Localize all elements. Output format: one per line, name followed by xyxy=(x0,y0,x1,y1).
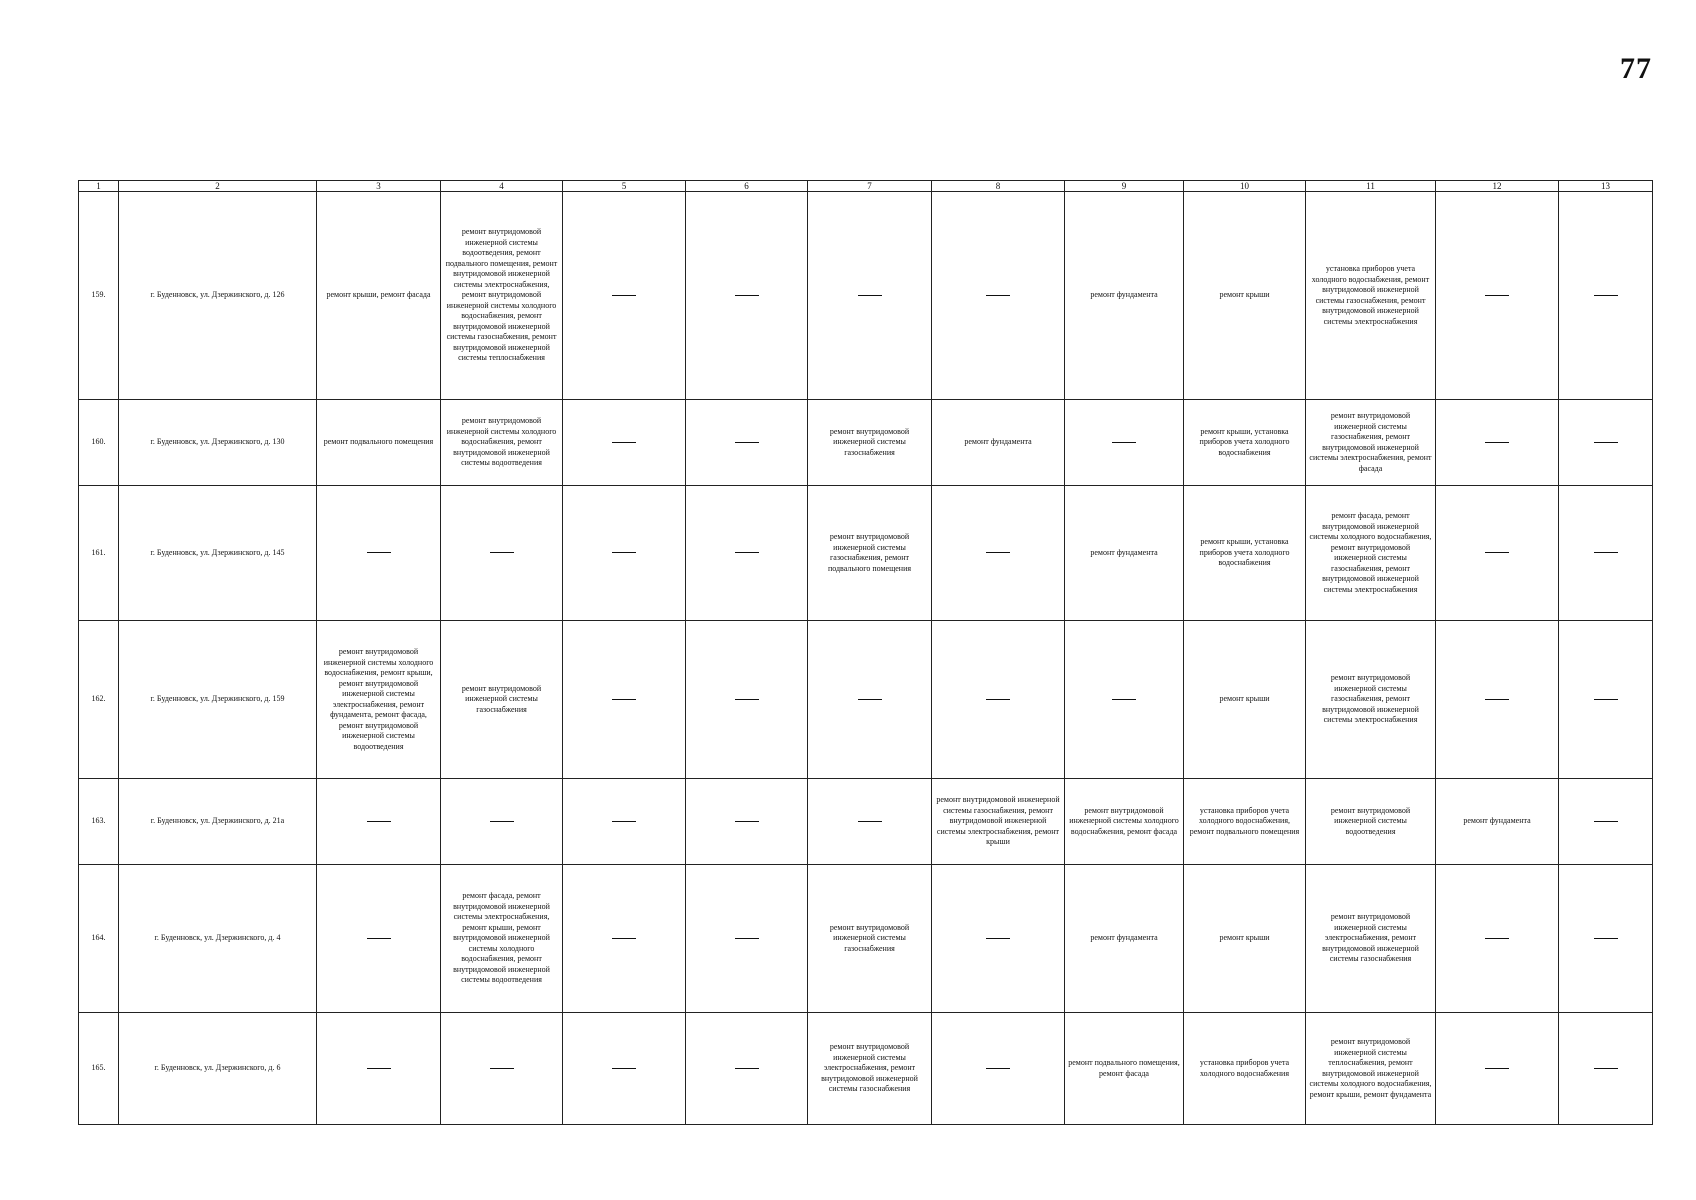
dash-mark xyxy=(1112,699,1136,700)
cell-col-10 xyxy=(1184,486,1306,621)
cell-col-8 xyxy=(932,400,1065,486)
work-description: ремонт крыши xyxy=(1219,290,1270,300)
cell-col-4 xyxy=(441,621,563,779)
column-header: 10 xyxy=(1184,181,1306,192)
dash-mark xyxy=(986,295,1010,296)
work-description: ремонт крыши xyxy=(1219,933,1270,943)
cell-col-3 xyxy=(317,1013,441,1125)
cell-col-10 xyxy=(1184,400,1306,486)
column-header: 1 xyxy=(79,181,119,192)
work-description: ремонт фундамента xyxy=(1463,816,1531,826)
work-description: ремонт внутридомовой инженерной системы холодного водоснабжения, ремонт фасада xyxy=(1069,805,1179,836)
table-row xyxy=(79,192,1653,400)
dash-mark xyxy=(1485,552,1509,553)
cell-col-3 xyxy=(317,486,441,621)
column-header: 2 xyxy=(119,181,317,192)
cell-col-4 xyxy=(441,400,563,486)
cell-col-11 xyxy=(1306,400,1436,486)
dash-mark xyxy=(1485,938,1509,939)
dash-mark xyxy=(612,552,636,553)
cell-col-3 xyxy=(317,192,441,400)
cell-col-7 xyxy=(808,1013,932,1125)
dash-mark xyxy=(858,821,882,822)
dash-mark xyxy=(367,552,391,553)
dash-mark xyxy=(367,1068,391,1069)
cell-col-9 xyxy=(1065,865,1184,1013)
column-header: 12 xyxy=(1436,181,1559,192)
dash-mark xyxy=(490,552,514,553)
cell-col-9 xyxy=(1065,1013,1184,1125)
row-address: г. Буденновск, ул. Дзержинского, д. 6 xyxy=(119,1013,317,1125)
cell-col-11 xyxy=(1306,1013,1436,1125)
cell-col-6 xyxy=(686,192,808,400)
cell-col-8 xyxy=(932,779,1065,865)
dash-mark xyxy=(612,1068,636,1069)
cell-col-12 xyxy=(1436,621,1559,779)
dash-mark xyxy=(858,699,882,700)
row-number: 163. xyxy=(79,779,119,865)
cell-col-4 xyxy=(441,1013,563,1125)
work-description: ремонт крыши, установка приборов учета холодного водоснабжения xyxy=(1199,537,1290,568)
cell-col-5 xyxy=(563,865,686,1013)
work-description: ремонт внутридомовой инженерной системы газоснабжения xyxy=(829,922,910,953)
dash-mark xyxy=(612,295,636,296)
dash-mark xyxy=(1485,442,1509,443)
cell-col-7 xyxy=(808,486,932,621)
table-row xyxy=(79,865,1653,1013)
work-description: ремонт подвального помещения xyxy=(323,437,434,447)
dash-mark xyxy=(986,552,1010,553)
dash-mark xyxy=(612,821,636,822)
cell-col-12 xyxy=(1436,192,1559,400)
column-header: 8 xyxy=(932,181,1065,192)
table-row xyxy=(79,400,1653,486)
cell-col-3 xyxy=(317,779,441,865)
page-number: 77 xyxy=(1620,52,1652,85)
work-description: ремонт внутридомовой инженерной системы газоснабжения, ремонт внутридомовой инженерной системы электроснабжения, ремонт крыши xyxy=(936,795,1060,847)
repair-schedule-table xyxy=(78,180,1653,1125)
work-description: ремонт внутридомовой инженерной системы электроснабжения, ремонт внутридомовой инженерной системы газоснабжения xyxy=(1322,912,1419,964)
work-description: ремонт внутридомовой инженерной системы газоснабжения, ремонт внутридомовой инженерной системы электроснабжения xyxy=(1322,673,1419,725)
cell-col-13 xyxy=(1559,400,1653,486)
dash-mark xyxy=(1485,1068,1509,1069)
cell-col-13 xyxy=(1559,865,1653,1013)
column-header: 13 xyxy=(1559,181,1653,192)
row-number: 162. xyxy=(79,621,119,779)
cell-col-12 xyxy=(1436,865,1559,1013)
work-description: ремонт фасада, ремонт внутридомовой инженерной системы электроснабжения, ремонт крыши, ремонт внутридомовой инженерной системы холодного водоснабжения, ремонт внутридомовой инженерной системы водоотведения xyxy=(453,891,550,985)
work-description: ремонт внутридомовой инженерной системы газоснабжения, ремонт внутридомовой инженерной системы электроснабжения, ремонт фасада xyxy=(1309,411,1432,473)
cell-col-6 xyxy=(686,779,808,865)
row-address: г. Буденновск, ул. Дзержинского, д. 145 xyxy=(119,486,317,621)
row-number: 164. xyxy=(79,865,119,1013)
work-description: ремонт внутридомовой инженерной системы холодного водоснабжения, ремонт крыши, ремонт внутридомовой инженерной системы электроснабжения, ремонт фундамента, ремонт фасада, ремонт внутридомовой инженерной системы водоотведения xyxy=(323,647,434,751)
dash-mark xyxy=(858,295,882,296)
cell-col-12 xyxy=(1436,400,1559,486)
work-description: ремонт фундамента xyxy=(1090,933,1158,943)
cell-col-9 xyxy=(1065,779,1184,865)
column-number-header-row xyxy=(79,181,1653,192)
cell-col-5 xyxy=(563,192,686,400)
cell-col-7 xyxy=(808,865,932,1013)
dash-mark xyxy=(735,821,759,822)
cell-col-4 xyxy=(441,486,563,621)
dash-mark xyxy=(1594,552,1618,553)
cell-col-12 xyxy=(1436,779,1559,865)
cell-col-10 xyxy=(1184,865,1306,1013)
work-description: ремонт подвального помещения, ремонт фасада xyxy=(1068,1058,1180,1078)
work-description: ремонт внутридомовой инженерной системы водоотведения xyxy=(1330,805,1411,836)
dash-mark xyxy=(490,821,514,822)
cell-col-8 xyxy=(932,621,1065,779)
work-description: ремонт крыши xyxy=(1219,694,1270,704)
dash-mark xyxy=(1594,821,1618,822)
cell-col-10 xyxy=(1184,779,1306,865)
cell-col-11 xyxy=(1306,621,1436,779)
work-description: ремонт внутридомовой инженерной системы газоснабжения xyxy=(829,426,910,457)
dash-mark xyxy=(1485,295,1509,296)
cell-col-12 xyxy=(1436,486,1559,621)
work-description: установка приборов учета холодного водоснабжения, ремонт внутридомовой инженерной системы газоснабжения, ремонт внутридомовой инженерной системы электроснабжения xyxy=(1311,264,1430,326)
work-description: ремонт фундамента xyxy=(1090,290,1158,300)
cell-col-5 xyxy=(563,1013,686,1125)
work-description: ремонт крыши, ремонт фасада xyxy=(326,290,431,300)
row-address: г. Буденновск, ул. Дзержинского, д. 130 xyxy=(119,400,317,486)
cell-col-6 xyxy=(686,865,808,1013)
work-description: ремонт фасада, ремонт внутридомовой инженерной системы холодного водоснабжения, ремонт внутридомовой инженерной системы газоснабжения, ремонт внутридомовой инженерной системы электроснабжения xyxy=(1309,511,1432,594)
cell-col-9 xyxy=(1065,621,1184,779)
cell-col-8 xyxy=(932,192,1065,400)
cell-col-11 xyxy=(1306,192,1436,400)
table-body xyxy=(79,192,1653,1125)
column-header: 11 xyxy=(1306,181,1436,192)
cell-col-7 xyxy=(808,779,932,865)
cell-col-10 xyxy=(1184,192,1306,400)
cell-col-13 xyxy=(1559,779,1653,865)
dash-mark xyxy=(367,938,391,939)
work-description: ремонт внутридомовой инженерной системы холодного водоснабжения, ремонт внутридомовой инженерной системы водоотведения xyxy=(446,416,557,468)
work-description: ремонт внутридомовой инженерной системы газоснабжения, ремонт подвального помещения xyxy=(827,532,912,573)
cell-col-5 xyxy=(563,621,686,779)
work-description: ремонт внутридомовой инженерной системы газоснабжения xyxy=(461,683,542,714)
cell-col-11 xyxy=(1306,779,1436,865)
cell-col-13 xyxy=(1559,486,1653,621)
column-header: 9 xyxy=(1065,181,1184,192)
row-address: г. Буденновск, ул. Дзержинского, д. 159 xyxy=(119,621,317,779)
dash-mark xyxy=(612,699,636,700)
cell-col-6 xyxy=(686,400,808,486)
cell-col-4 xyxy=(441,192,563,400)
row-number: 159. xyxy=(79,192,119,400)
work-description: ремонт фундамента xyxy=(964,437,1032,447)
cell-col-12 xyxy=(1436,1013,1559,1125)
work-description: ремонт внутридомовой инженерной системы электроснабжения, ремонт внутридомовой инженерной системы газоснабжения xyxy=(821,1042,918,1094)
cell-col-7 xyxy=(808,400,932,486)
dash-mark xyxy=(490,1068,514,1069)
cell-col-5 xyxy=(563,486,686,621)
cell-col-3 xyxy=(317,621,441,779)
dash-mark xyxy=(735,938,759,939)
cell-col-5 xyxy=(563,400,686,486)
dash-mark xyxy=(735,699,759,700)
cell-col-13 xyxy=(1559,192,1653,400)
cell-col-13 xyxy=(1559,621,1653,779)
cell-col-6 xyxy=(686,486,808,621)
dash-mark xyxy=(1594,295,1618,296)
dash-mark xyxy=(735,1068,759,1069)
dash-mark xyxy=(367,821,391,822)
dash-mark xyxy=(1594,1068,1618,1069)
dash-mark xyxy=(612,442,636,443)
cell-col-8 xyxy=(932,1013,1065,1125)
cell-col-7 xyxy=(808,621,932,779)
dash-mark xyxy=(612,938,636,939)
column-header: 3 xyxy=(317,181,441,192)
cell-col-4 xyxy=(441,779,563,865)
cell-col-7 xyxy=(808,192,932,400)
cell-col-4 xyxy=(441,865,563,1013)
work-description: ремонт фундамента xyxy=(1090,547,1158,557)
dash-mark xyxy=(735,552,759,553)
cell-col-10 xyxy=(1184,1013,1306,1125)
column-header: 5 xyxy=(563,181,686,192)
work-description: установка приборов учета холодного водоснабжения xyxy=(1199,1058,1290,1078)
cell-col-9 xyxy=(1065,400,1184,486)
row-number: 165. xyxy=(79,1013,119,1125)
table-row xyxy=(79,779,1653,865)
work-description: установка приборов учета холодного водоснабжения, ремонт подвального помещения xyxy=(1189,805,1300,836)
column-header: 6 xyxy=(686,181,808,192)
table-row xyxy=(79,1013,1653,1125)
work-description: ремонт внутридомовой инженерной системы теплоснабжения, ремонт внутридомовой инженерной системы холодного водоснабжения, ремонт крыши, ремонт фундамента xyxy=(1309,1037,1432,1099)
dash-mark xyxy=(735,295,759,296)
row-number: 161. xyxy=(79,486,119,621)
table-row xyxy=(79,486,1653,621)
column-header: 7 xyxy=(808,181,932,192)
cell-col-3 xyxy=(317,865,441,1013)
row-address: г. Буденновск, ул. Дзержинского, д. 4 xyxy=(119,865,317,1013)
cell-col-6 xyxy=(686,621,808,779)
row-address: г. Буденновск, ул. Дзержинского, д. 126 xyxy=(119,192,317,400)
work-description: ремонт внутридомовой инженерной системы водоотведения, ремонт подвального помещения, ремонт внутридомовой инженерной системы электроснабжения, ремонт внутридомовой инженерной системы холодного водоснабжения, ремонт внутридомовой инженерной системы газоснабжения, ремонт внутридомовой инженерной системы теплоснабжения xyxy=(445,227,558,363)
row-number: 160. xyxy=(79,400,119,486)
cell-col-6 xyxy=(686,1013,808,1125)
dash-mark xyxy=(986,938,1010,939)
dash-mark xyxy=(1112,442,1136,443)
cell-col-9 xyxy=(1065,192,1184,400)
dash-mark xyxy=(735,442,759,443)
cell-col-9 xyxy=(1065,486,1184,621)
cell-col-13 xyxy=(1559,1013,1653,1125)
table-row xyxy=(79,621,1653,779)
cell-col-8 xyxy=(932,865,1065,1013)
column-header: 4 xyxy=(441,181,563,192)
dash-mark xyxy=(1485,699,1509,700)
dash-mark xyxy=(1594,442,1618,443)
dash-mark xyxy=(1594,699,1618,700)
work-description: ремонт крыши, установка приборов учета холодного водоснабжения xyxy=(1199,426,1290,457)
dash-mark xyxy=(986,1068,1010,1069)
row-address: г. Буденновск, ул. Дзержинского, д. 21а xyxy=(119,779,317,865)
cell-col-11 xyxy=(1306,865,1436,1013)
dash-mark xyxy=(1594,938,1618,939)
cell-col-3 xyxy=(317,400,441,486)
cell-col-5 xyxy=(563,779,686,865)
cell-col-11 xyxy=(1306,486,1436,621)
cell-col-10 xyxy=(1184,621,1306,779)
cell-col-8 xyxy=(932,486,1065,621)
dash-mark xyxy=(986,699,1010,700)
